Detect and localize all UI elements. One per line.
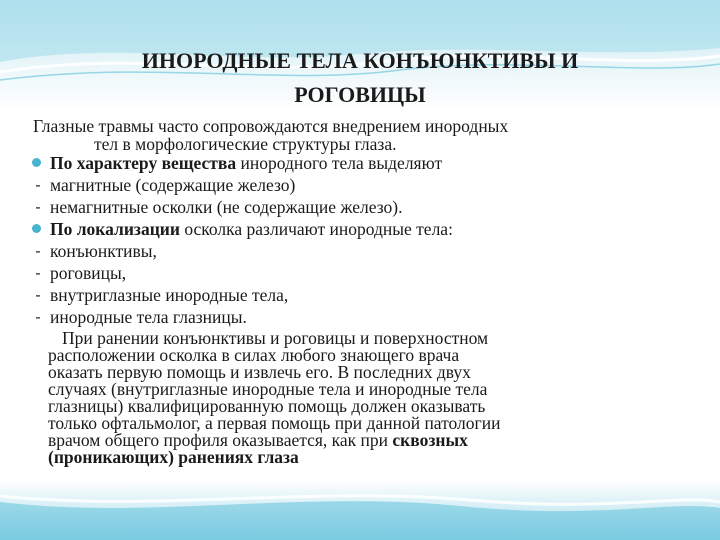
list-item — [30, 174, 690, 196]
dash-marker: - — [35, 264, 41, 282]
slide-title — [60, 44, 660, 112]
bullet-item-substance — [30, 152, 690, 174]
bullet-item-localization — [30, 218, 690, 240]
bullet-dot-icon — [32, 158, 41, 167]
list-item — [30, 306, 690, 328]
paragraph-line: оказать первую помощь и извлечь его. В последних двух — [48, 362, 471, 382]
slide-body — [30, 117, 690, 466]
list-item-text: магнитные (содержащие железо) — [50, 175, 296, 195]
list-item — [30, 262, 690, 284]
bullet-text-localization: осколка различают инородные тела: — [179, 219, 453, 239]
list-item-text: роговицы, — [50, 263, 127, 283]
bullet-bold-substance: По характеру вещества — [50, 153, 237, 173]
dash-marker: - — [35, 176, 41, 194]
dash-marker: - — [35, 198, 41, 216]
intro-line-1: Глазные травмы часто сопровождаются внедрением инородных — [33, 116, 509, 136]
intro-line-2: тел в морфологические структуры глаза. — [94, 134, 397, 154]
bottom-wave-decoration — [0, 480, 720, 540]
closing-paragraph — [30, 330, 690, 466]
dash-marker: - — [35, 286, 41, 304]
list-item-text: конъюнктивы, — [50, 241, 157, 261]
title-line-2: РОГОВИЦЫ — [294, 82, 426, 107]
paragraph-bold-final: (проникающих) ранениях глаза — [48, 447, 299, 467]
paragraph-line: случаях (внутриглазные инородные тела и инородные тела — [48, 379, 488, 399]
dash-marker: - — [35, 308, 41, 326]
dash-marker: - — [35, 242, 41, 260]
paragraph-plain-text: врачом общего профиля оказывается, как при — [48, 430, 393, 450]
list-item-text: внутриглазные инородные тела, — [50, 285, 289, 305]
paragraph-line: глазницы) квалифицированную помощь должен оказывать — [48, 396, 486, 416]
bullet-text-substance: инородного тела выделяют — [236, 153, 443, 173]
paragraph-line: При ранении конъюнктивы и роговицы и поверхностном — [62, 328, 489, 348]
bullet-bold-localization: По локализации — [50, 219, 180, 239]
paragraph-bold-text: сквозных — [392, 430, 468, 450]
list-item — [30, 196, 690, 218]
list-item-text: немагнитные осколки (не содержащие железо). — [50, 197, 403, 217]
paragraph-line: только офтальмолог, а первая помощь при данной патологии — [48, 413, 501, 433]
paragraph-line: расположении осколка в силах любого знающего врача — [48, 345, 460, 365]
bullet-dot-icon — [32, 224, 41, 233]
title-line-1: ИНОРОДНЫЕ ТЕЛА КОНЪЮНКТИВЫ И — [141, 48, 579, 73]
paragraph-line — [48, 449, 690, 466]
list-item — [30, 284, 690, 306]
list-item — [30, 240, 690, 262]
list-item-text: инородные тела глазницы. — [50, 307, 247, 327]
